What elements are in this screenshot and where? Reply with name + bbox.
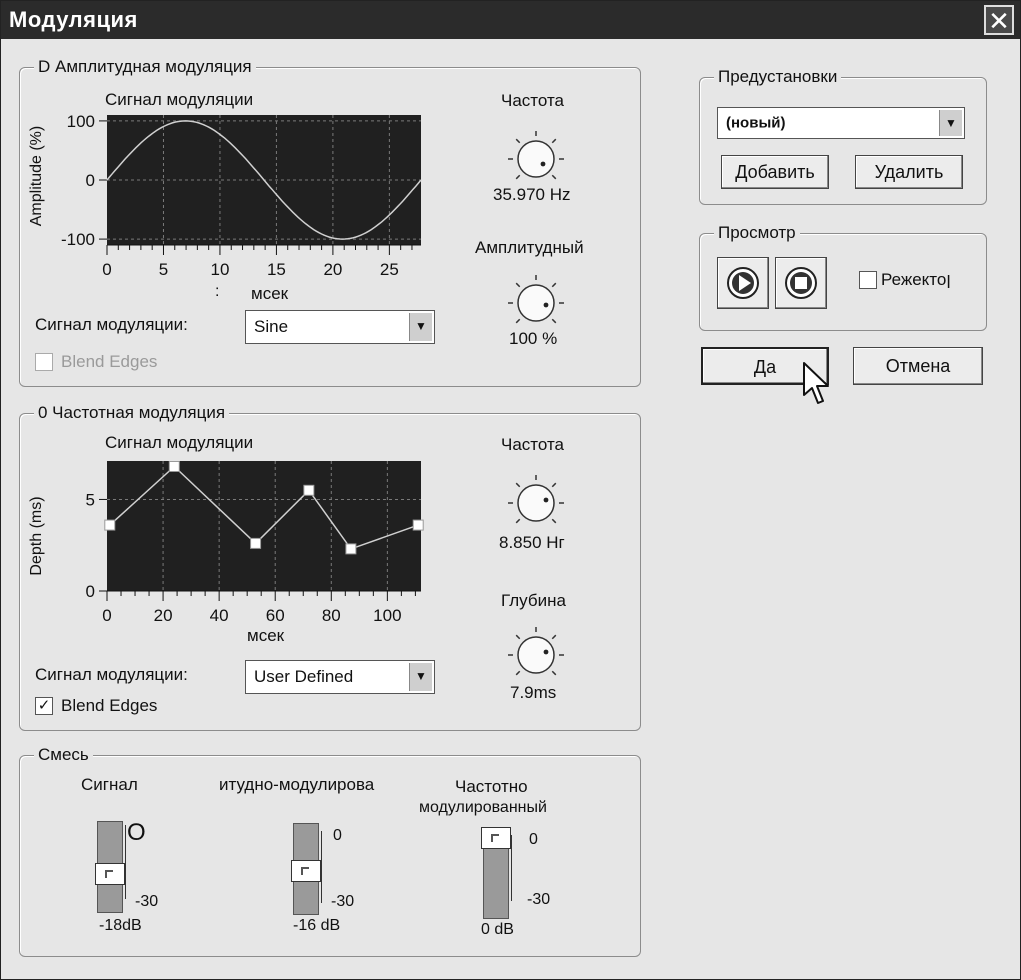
fm-waveform-label: Сигнал модуляции: xyxy=(35,665,188,684)
mix-am-bottom-mark: -30 xyxy=(331,893,355,910)
control-point[interactable] xyxy=(105,520,115,530)
mix-fm-top-mark: 0 xyxy=(529,831,538,848)
mix-signal-top-mark: О xyxy=(127,819,146,846)
mouse-cursor-icon xyxy=(801,361,837,407)
y-tick-label: -100 xyxy=(60,230,95,250)
am-graph-title: Сигнал модуляции xyxy=(105,90,254,109)
fm-frequency-value: 8.850 Нг xyxy=(499,533,565,552)
knob-tick xyxy=(516,519,520,523)
fm-frequency-label: Частота xyxy=(501,435,565,454)
play-button[interactable] xyxy=(717,257,769,309)
fm-waveform-select[interactable] xyxy=(245,660,435,694)
am-amplitude-label: Амплитудный xyxy=(475,238,584,257)
mix-signal-bottom-mark: -30 xyxy=(135,893,159,910)
am-blend-edges-checkbox[interactable] xyxy=(35,353,53,371)
amplitude-modulation-legend: D Амплитудная модуляция xyxy=(34,57,256,77)
knob-tick xyxy=(516,139,520,143)
fader-thumb[interactable] xyxy=(291,860,321,882)
fm-depth-knob[interactable] xyxy=(504,623,568,687)
am-y-axis-label: Amplitude (%) xyxy=(28,125,45,227)
mix-signal-fader[interactable] xyxy=(97,821,123,913)
window-title: Модуляция xyxy=(9,7,138,32)
am-frequency-label: Частота xyxy=(501,91,565,110)
knob-indicator-icon xyxy=(544,498,549,503)
preview-legend: Просмотр xyxy=(714,223,800,243)
x-tick-label: 25 xyxy=(379,260,399,279)
x-tick-label: 5 xyxy=(158,260,169,279)
mix-fm-label-2: модулированный xyxy=(419,799,547,816)
x-tick-label: 60 xyxy=(265,606,285,625)
mix-signal-value: -18dB xyxy=(99,917,142,934)
knob-tick xyxy=(516,671,520,675)
fm-y-axis-label: Depth (ms) xyxy=(28,496,45,576)
am-waveform-select[interactable] xyxy=(245,310,435,344)
knob-tick xyxy=(552,175,556,179)
frequency-modulation-legend: 0 Частотная модуляция xyxy=(34,403,229,423)
presets-value: (новый) xyxy=(726,114,786,132)
mix-am-fader[interactable] xyxy=(293,823,319,915)
am-frequency-knob[interactable] xyxy=(504,127,568,191)
knob-tick xyxy=(516,175,520,179)
am-amplitude-knob[interactable] xyxy=(504,271,568,335)
fm-depth-value: 7.9ms xyxy=(510,683,557,702)
delete-preset-button[interactable]: Удалить xyxy=(855,155,963,189)
control-point[interactable] xyxy=(169,461,179,471)
control-point[interactable] xyxy=(304,485,314,495)
fader-grip-icon xyxy=(491,834,499,842)
chevron-down-icon[interactable]: ▼ xyxy=(409,663,432,691)
knob-indicator-icon xyxy=(544,650,549,655)
chevron-down-icon[interactable]: ▼ xyxy=(409,313,432,341)
bypass-checkbox[interactable] xyxy=(859,271,877,289)
knob-tick xyxy=(552,671,556,675)
knob-tick xyxy=(516,635,520,639)
title-bar[interactable] xyxy=(1,1,1020,39)
am-amplitude-value: 100 % xyxy=(509,329,558,348)
cancel-button[interactable]: Отмена xyxy=(853,347,983,385)
x-tick-label: 0 xyxy=(102,606,112,625)
fader-scale xyxy=(511,835,520,901)
knob-tick xyxy=(552,319,556,323)
fm-blend-edges-label: Blend Edges xyxy=(61,696,158,715)
bypass-label: Режектоן xyxy=(881,270,951,289)
am-frequency-value: 35.970 Hz xyxy=(493,185,571,204)
x-tick-label: 80 xyxy=(321,606,341,625)
mix-fm-fader[interactable] xyxy=(483,827,509,919)
fm-plot-area xyxy=(107,461,421,591)
am-waveform-graph[interactable] xyxy=(1,101,441,341)
knob-tick xyxy=(552,519,556,523)
mix-fm-value: 0 dB xyxy=(481,921,514,938)
presets-select[interactable] xyxy=(717,107,965,139)
control-point[interactable] xyxy=(251,538,261,548)
fm-frequency-knob[interactable] xyxy=(504,471,568,535)
stop-button[interactable] xyxy=(775,257,827,309)
control-point[interactable] xyxy=(413,520,423,530)
fader-thumb[interactable] xyxy=(481,827,511,849)
stop-icon xyxy=(776,258,826,308)
fm-depth-label: Глубина xyxy=(501,591,566,610)
fm-waveform-graph[interactable] xyxy=(1,451,441,651)
fader-scale xyxy=(321,831,330,903)
am-blend-edges-label: Blend Edges xyxy=(61,352,158,371)
am-x-axis-label: мсек xyxy=(251,284,289,303)
x-tick-label: 20 xyxy=(153,606,173,625)
am-waveform-value: Sine xyxy=(254,317,289,336)
mix-fm-bottom-mark: -30 xyxy=(527,891,551,908)
am-waveform-label: Сигнал модуляции: xyxy=(35,315,188,334)
knob-tick xyxy=(552,283,556,287)
close-button[interactable]: ✕ xyxy=(984,5,1014,35)
fader-grip-icon xyxy=(105,870,113,878)
x-tick-label: 20 xyxy=(323,260,343,279)
y-tick-label: 0 xyxy=(85,171,95,190)
knob-tick xyxy=(516,483,520,487)
x-tick-label: 40 xyxy=(209,606,229,625)
knob-tick xyxy=(552,483,556,487)
add-preset-button[interactable]: Добавить xyxy=(721,155,829,189)
mix-fm-label-1: Частотно xyxy=(455,777,528,796)
am-x-axis-stray-mark: : xyxy=(215,283,220,300)
knob-tick xyxy=(516,319,520,323)
x-tick-label: 15 xyxy=(266,260,286,279)
knob-tick xyxy=(552,635,556,639)
mix-am-top-mark: 0 xyxy=(333,827,342,844)
knob-tick xyxy=(552,139,556,143)
fm-x-axis-label: мсек xyxy=(247,626,285,645)
x-tick-label: 0 xyxy=(102,260,112,279)
fader-thumb[interactable] xyxy=(95,863,125,885)
presets-legend: Предустановки xyxy=(714,67,841,87)
mix-signal-label: Сигнал xyxy=(81,775,138,794)
x-tick-label: 100 xyxy=(373,606,402,625)
x-tick-label: 10 xyxy=(210,260,230,279)
fm-blend-edges-checkbox[interactable]: ✓ xyxy=(35,697,53,715)
knob-tick xyxy=(516,283,520,287)
y-tick-label: 5 xyxy=(85,490,95,510)
chevron-down-icon[interactable]: ▼ xyxy=(939,110,962,136)
play-icon xyxy=(718,258,768,308)
ok-button[interactable]: Да xyxy=(701,347,829,385)
knob-indicator-icon xyxy=(544,303,549,308)
fm-waveform-value: User Defined xyxy=(254,667,354,686)
control-point[interactable] xyxy=(346,544,356,554)
fader-grip-icon xyxy=(301,867,309,875)
y-tick-label: 100 xyxy=(66,111,95,131)
y-tick-label: 0 xyxy=(85,582,95,601)
mix-legend: Смесь xyxy=(34,745,93,765)
mix-am-label: итудно-модулирова xyxy=(219,775,375,794)
fm-graph-title: Сигнал модуляции xyxy=(105,433,254,452)
mix-am-value: -16 dB xyxy=(293,917,341,934)
knob-indicator-icon xyxy=(541,162,546,167)
